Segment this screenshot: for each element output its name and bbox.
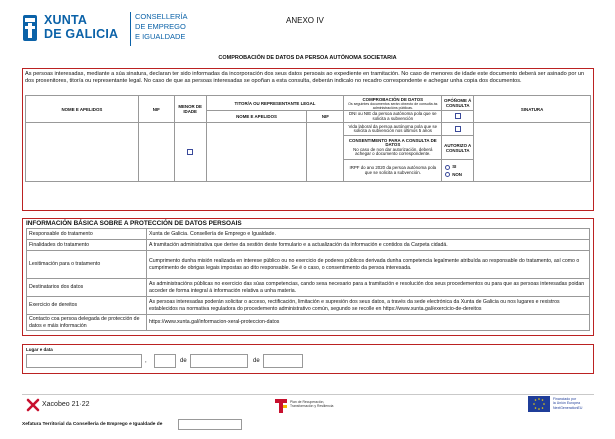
- authorize-header: AUTORIZO A CONSULTA: [442, 136, 474, 160]
- header-guardian-name: NOME E APELIDOS: [206, 111, 307, 123]
- info-label-contact: Contacto coa persoa delegada de protección de datos e máis información: [27, 315, 147, 331]
- oppose-dni-cell: [442, 111, 474, 123]
- consent-note: No caso de non dar autorización, deberá achegar o documento correspondente.: [353, 146, 433, 156]
- prtr-line-1: Plan de Recuperación,: [290, 400, 325, 404]
- signature-cell[interactable]: [474, 123, 591, 182]
- name-cell[interactable]: [26, 123, 139, 182]
- consent-row-worklife: Vida laboral da persoa autónoma pola que se solicita a subvención nos últimos 5 anos: [344, 123, 442, 136]
- minor-checkbox[interactable]: [187, 149, 193, 155]
- territorial-office-field[interactable]: [178, 419, 242, 430]
- authorize-options: [442, 160, 474, 182]
- header-oppose: OPÓÑOME Á CONSULTA: [442, 96, 474, 111]
- header-data-check-sub: Os seguintes documentos serán obxecto de consulta ás administracións públicas.: [348, 101, 438, 110]
- consent-row-dni: DNI ou NIE da persoa autónoma pola que se solicita a subvención: [344, 111, 442, 123]
- oppose-dni-checkbox[interactable]: [455, 113, 461, 119]
- dept-line-2: DE EMPREGO: [135, 22, 186, 31]
- eu-funding-logo: [528, 396, 598, 414]
- prtr-line-2: Transformación y Resiliencia: [290, 404, 334, 408]
- authorize-no-label: NON: [452, 171, 462, 177]
- info-value-contact[interactable]: https://www.xunta.gal/informacion-xeral-proteccion-datos: [147, 315, 590, 331]
- header-guardian-nif: NIF: [307, 111, 344, 123]
- header-name: NOME E APELIDOS: [26, 96, 139, 123]
- info-label-purpose: Finalidades do tratamento: [27, 240, 147, 251]
- info-value-controller: Xunta de Galicia. Consellería de Emprego e Igualdade.: [147, 229, 590, 240]
- header-minor: MENOR DE IDADE: [174, 96, 206, 123]
- comma-separator: ,: [145, 358, 147, 364]
- info-value-rights: As persoas interesadas poderán solicitar o acceso, rectificación, limitación e supresión dos seus datos, a través da sede electrónica da Xunta de Galicia ou nos lugares e rexistros establecidos na normativa reguladora do procedemento administrativo común, segundo se recolle en https://www.xunta.gal/exercicio-de-dereitos: [147, 297, 590, 315]
- footer-divider: [22, 394, 594, 395]
- oppose-worklife-cell: [442, 123, 474, 136]
- guardian-name-cell[interactable]: [206, 123, 307, 182]
- header-signature: SINATURA: [474, 96, 591, 123]
- authorize-yes-label: SI: [452, 164, 457, 170]
- info-value-purpose: A tramitación administrativa que derive da xestión deste formulario e a actualización da información e contidos da Carpeta cidadá.: [147, 240, 590, 251]
- logo-line-1: XUNTA: [44, 13, 88, 27]
- info-label-legitimation: Lexitimación para o tratamento: [27, 251, 147, 279]
- eu-flag-icon: [528, 396, 550, 412]
- eu-line-1: Financiado por: [553, 397, 577, 401]
- logo-line-2: DE GALICIA: [44, 27, 119, 41]
- eu-line-3: NextGenerationEU: [553, 405, 583, 410]
- info-value-recipients: As administracións públicas no exercicio das súas competencias, cando sexa necesario para a tramitación e resolución dos seus procedementos ou para que as persoas interesadas poidan acceder de forma integral á información relativa a unha materia.: [147, 279, 590, 297]
- document-title: COMPROBACIÓN DE DATOS DA PERSOA AUTÓNOMA SOCIETARIA: [218, 55, 397, 61]
- de-separator-2: de: [253, 358, 260, 364]
- dept-line-1: CONSELLERÍA: [135, 12, 188, 21]
- annex-label: ANEXO IV: [286, 16, 324, 25]
- oppose-worklife-checkbox[interactable]: [455, 126, 461, 132]
- consent-title: CONSENTIMENTO PARA A CONSULTA DE DATOS: [348, 137, 437, 147]
- prtr-icon: [275, 399, 287, 413]
- xunta-shield-icon: [22, 14, 38, 42]
- guardian-nif-cell[interactable]: [307, 123, 344, 182]
- consent-table: [25, 95, 591, 182]
- info-value-legitimation: Cumprimento dunha misión realizada en interese público ou no exercicio de poderes públicos derivada dunha competencia legalmente atribuída ao responsable do tratamento, así como o cumprimento de obrigas legais impostas ao dito responsable. Se é o caso, o consentimento da persoa interesada.: [147, 251, 590, 279]
- info-label-rights: Exercicio de dereitos: [27, 297, 147, 315]
- consent-row-title: [344, 136, 442, 160]
- info-label-recipients: Destinatarios dos datos: [27, 279, 147, 297]
- month-field[interactable]: [190, 354, 248, 368]
- info-label-controller: Responsable do tratamento: [27, 229, 147, 240]
- authorize-yes-radio[interactable]: [445, 165, 450, 170]
- intro-paragraph: As persoas interesadas, mediante a súa sinatura, declaran ter sido informadas da incorporación dos seus datos persoais ao expediente en tramitación. No caso de menores de idade este documento deberá ser asinado por un dos proxenitores, titor/a ou representante legal. No caso de que as persoas interesadas se opoñan a esta consulta, deberán indicalo no recadro correspondente e achegar unha copia dos documentos.: [25, 71, 585, 84]
- territorial-office-label: Xefatura Territorial da Consellería de Emprego e Igualdade de: [22, 422, 163, 427]
- header-guardian: TITOR/A OU REPRESENTANTE LEGAL: [206, 96, 344, 111]
- de-separator-1: de: [180, 358, 187, 364]
- xunta-logo: [22, 8, 202, 54]
- place-date-label: Lugar e data: [26, 347, 53, 352]
- xacobeo-text: Xacobeo 21·22: [42, 401, 90, 408]
- xacobeo-icon: [26, 398, 40, 412]
- day-field[interactable]: [154, 354, 176, 368]
- header-data-check-title: COMPROBACIÓN DE DATOS: [362, 96, 424, 102]
- prtr-logo: [275, 396, 355, 416]
- place-field[interactable]: [26, 354, 142, 368]
- data-protection-table: [26, 228, 590, 331]
- consent-row-irpf: IRPF do ano 2020 da persoa autónoma pola que se solicita a subvención.: [344, 160, 442, 182]
- minor-cell: [174, 123, 206, 182]
- dept-line-3: E IGUALDADE: [135, 32, 186, 41]
- eu-line-2: la Unión Europea: [553, 401, 581, 406]
- xacobeo-logo: [26, 398, 96, 412]
- header-nif: NIF: [138, 96, 174, 123]
- header-data-check: [344, 96, 442, 111]
- nif-cell[interactable]: [138, 123, 174, 182]
- authorize-no-radio[interactable]: [445, 172, 450, 177]
- data-protection-heading: INFORMACIÓN BÁSICA SOBRE A PROTECCIÓN DE DATOS PERSOAIS: [26, 220, 242, 227]
- year-field[interactable]: [263, 354, 303, 368]
